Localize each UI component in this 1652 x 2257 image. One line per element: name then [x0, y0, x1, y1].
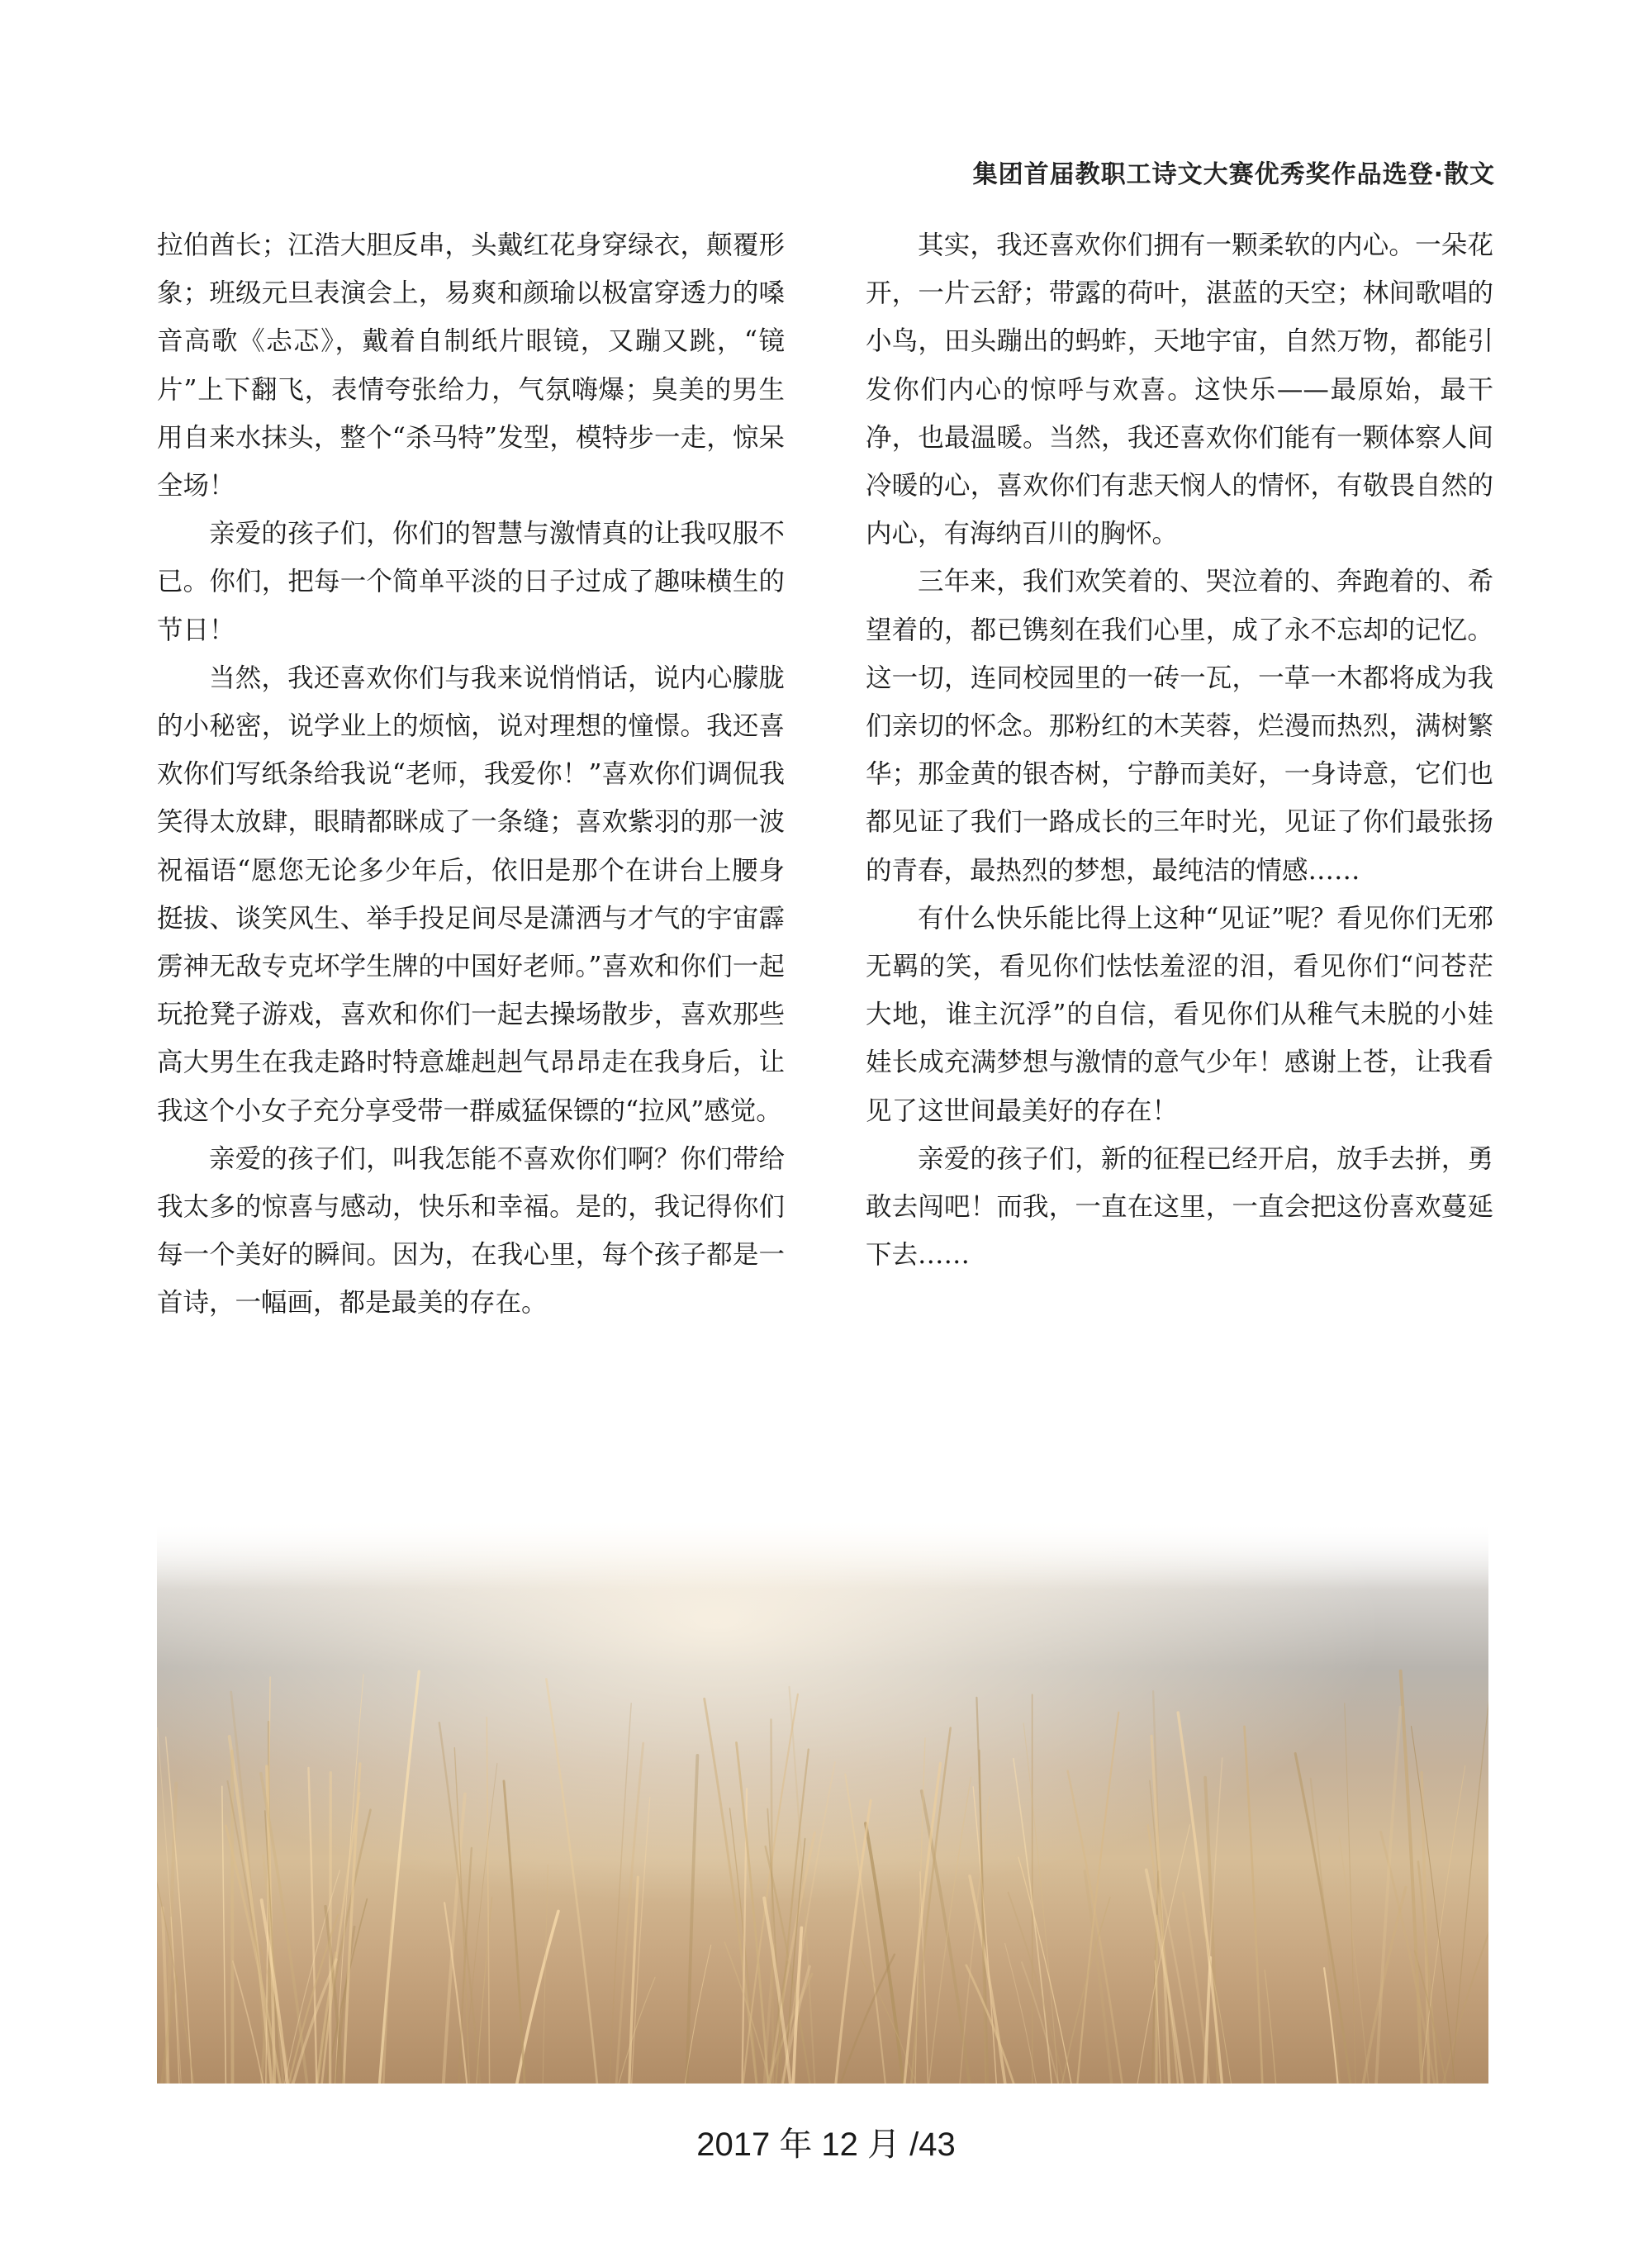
paragraph: 三年来，我们欢笑着的、哭泣着的、奔跑着的、希望着的，都已镌刻在我们心里，成了永不忘却的记忆。这一切，连同校园里的一砖一瓦，一草一木都将成为我们亲切的怀念。那粉红的木芙蓉，烂漫而热烈，满树繁华；那金黄的银杏树，宁静而美好，一身诗意，它们也都见证了我们一路成长的三年时光，见证了你们最张扬的青春，最热烈的梦想，最纯洁的情感……	[866, 567, 1493, 886]
paragraph: 亲爱的孩子们，你们的智慧与激情真的让我叹服不已。你们，把每一个简单平淡的日子过成了趣味横生的节日！	[157, 519, 785, 645]
paragraph: 亲爱的孩子们，叫我怎能不喜欢你们啊？你们带给我太多的惊喜与感动，快乐和幸福。是的，我记得你们每一个美好的瞬间。因为，在我心里，每个孩子都是一首诗，一幅画，都是最美的存在。	[157, 1143, 785, 1319]
paragraph: 当然，我还喜欢你们与我来说悄悄话，说内心朦胧的小秘密，说学业上的烦恼，说对理想的憧憬。我还喜欢你们写纸条给我说“老师，我爱你！”喜欢你们调侃我笑得太放肆，眼睛都眯成了一条缝；喜欢紫羽的那一波祝福语“愿您无论多少年后，依旧是那个在讲台上腰身挺拔、谈笑风生、举手投足间尽是潇洒与才气的宇宙霹雳神无敌专克坏学生牌的中国好老师。”喜欢和你们一起玩抢凳子游戏，喜欢和你们一起去操场散步，喜欢那些高大男生在我走路时特意雄赳赳气昂昂走在我身后，让我这个小女子充分享受带一群威猛保镖的“拉风”感觉。	[157, 663, 785, 1126]
paragraph: 亲爱的孩子们，新的征程已经开启，放手去拼，勇敢去闯吧！而我，一直在这里，一直会把这份喜欢蔓延下去……	[866, 1143, 1493, 1271]
paragraph: 有什么快乐能比得上这种“见证”呢？看见你们无邪无羁的笑，看见你们怯怯羞涩的泪，看见你们“问苍茫大地，谁主沉浮”的自信，看见你们从稚气未脱的小娃娃长成充满梦想与激情的意气少年！感谢上苍，让我看见了这世间最美好的存在！	[866, 903, 1493, 1126]
paragraph: 拉伯酋长；江浩大胆反串，头戴红花身穿绿衣，颠覆形象；班级元旦表演会上，易爽和颜瑜以极富穿透力的嗓音高歌《忐忑》，戴着自制纸片眼镜，又蹦又跳，“镜片”上下翻飞，表情夸张给力，气氛嗨爆；臭美的男生用自来水抹头，整个“杀马特”发型，模特步一走，惊呆全场！	[157, 230, 785, 501]
left-text-column	[157, 221, 785, 1328]
grass-field-photo	[157, 1522, 1488, 2084]
section-header: 集团首届教职工诗文大赛优秀奖作品选登·散文	[972, 160, 1495, 189]
page-footer: 2017 年 12 月 /43	[696, 2126, 956, 2163]
paragraph: 其实，我还喜欢你们拥有一颗柔软的内心。一朵花开，一片云舒；带露的荷叶，湛蓝的天空；林间歌唱的小鸟，田头蹦出的蚂蚱，天地宇宙，自然万物，都能引发你们内心的惊呼与欢喜。这快乐——最原始，最干净，也最温暖。当然，我还喜欢你们能有一颗体察人间冷暖的心，喜欢你们有悲天悯人的情怀，有敬畏自然的内心，有海纳百川的胸怀。	[866, 230, 1493, 549]
right-text-column	[866, 221, 1493, 1279]
grass-illustration	[157, 1522, 1488, 2084]
